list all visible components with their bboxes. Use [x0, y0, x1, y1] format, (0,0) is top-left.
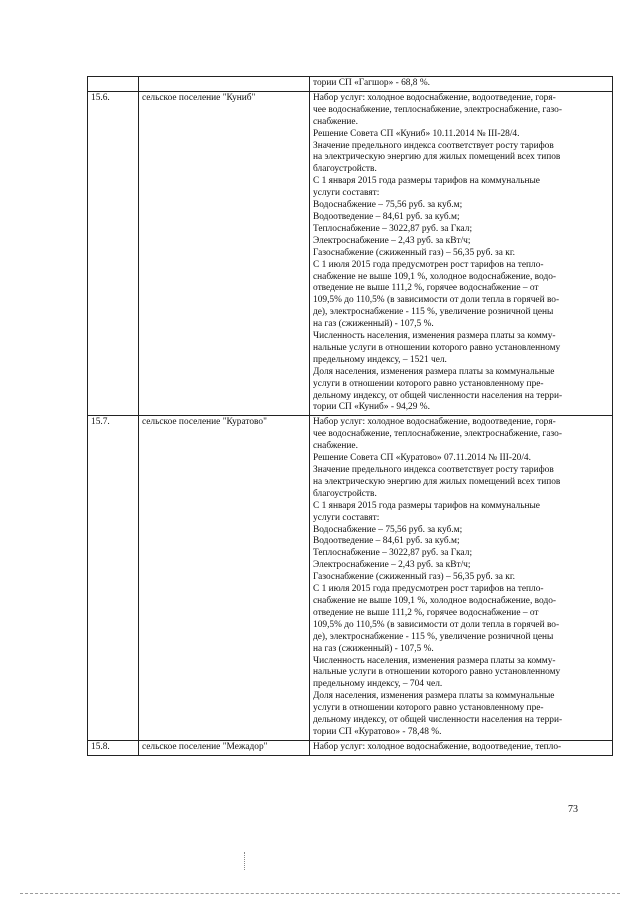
description-line: де), электроснабжение - 115 %, увеличение розничной цены — [313, 307, 554, 318]
table-row — [88, 740, 613, 755]
table-row — [88, 77, 613, 92]
description-line: тории СП «Гагшор» - 68,8 %. — [313, 78, 430, 88]
bottom-divider — [20, 893, 620, 894]
description-line: Значение предельного индекса соответствует росту тарифов — [313, 465, 554, 475]
tariff-description — [310, 77, 613, 92]
page-number: 73 — [568, 804, 578, 815]
description-line: на электрическую энергию для жилых помещений всех типов — [313, 476, 561, 487]
description-line: предельному индексу, – 704 чел. — [313, 679, 443, 690]
description-line: 109,5% до 110,5% (в зависимости от доли тепла в горячей во- — [313, 619, 560, 630]
description-line: чее водоснабжение, теплоснабжение, электроснабжение, газо- — [313, 429, 562, 440]
description-line: Газоснабжение (сжиженный газ) – 56,35 руб. за кг. — [313, 572, 515, 583]
tariff-table — [87, 76, 613, 756]
description-line: Водоотведение – 84,61 руб. за куб.м; — [313, 536, 460, 547]
tariff-description — [310, 740, 613, 755]
settlement-name — [139, 77, 310, 92]
description-line: де), электроснабжение - 115 %, увеличение розничной цены — [313, 631, 554, 642]
description-line: отведение не выше 111,2 %, горячее водоснабжение – от — [313, 607, 539, 618]
settlement-name: сельское поселение "Куратово" — [139, 416, 310, 740]
description-line: дельному индексу, от общей численности населения на терри- — [313, 390, 563, 401]
row-number: 15.8. — [88, 740, 139, 755]
description-line: снабжение. — [313, 116, 358, 127]
description-line: снабжение. — [313, 441, 358, 452]
description-line: С 1 июля 2015 года предусмотрен рост тарифов на тепло- — [313, 259, 544, 270]
row-number: 15.7. — [88, 416, 139, 740]
scan-artifact-line — [244, 852, 246, 870]
table-body — [88, 77, 613, 756]
description-line: Доля населения, изменения размера платы за коммунальные — [313, 691, 555, 702]
description-line: услуги в отношении которого равно установленному пре- — [313, 378, 544, 389]
table-row — [88, 91, 613, 415]
description-line: нальные услуги в отношении которого равно установленному — [313, 342, 561, 353]
description-line: услуги составят: — [313, 188, 380, 199]
description-line: снабжение не выше 109,1 %, холодное водоснабжение, водо- — [313, 271, 557, 282]
description-line: Численность населения, изменения размера платы за комму- — [313, 655, 556, 666]
description-line: предельному индексу, – 1521 чел. — [313, 354, 447, 365]
description-line: 109,5% до 110,5% (в зависимости от доли тепла в горячей во- — [313, 295, 560, 306]
description-line: чее водоснабжение, теплоснабжение, электроснабжение, газо- — [313, 104, 562, 115]
description-line: на газ (сжиженный) - 107,5 %. — [313, 643, 434, 654]
description-line: снабжение не выше 109,1 %, холодное водоснабжение, водо- — [313, 595, 557, 606]
row-number — [88, 77, 139, 92]
description-line: Электроснабжение – 2,43 руб. за кВт/ч; — [313, 235, 471, 246]
description-line: нальные услуги в отношении которого равно установленному — [313, 667, 561, 678]
description-line: Решение Совета СП «Куратово» 07.11.2014 № III-20/4. — [313, 453, 531, 464]
row-number: 15.6. — [88, 91, 139, 415]
description-line: Значение предельного индекса соответствует росту тарифов — [313, 140, 554, 151]
description-line: С 1 января 2015 года размеры тарифов на коммунальные — [313, 176, 540, 187]
description-line: на газ (сжиженный) - 107,5 %. — [313, 319, 434, 330]
description-line: отведение не выше 111,2 %, горячее водоснабжение – от — [313, 283, 539, 294]
description-line: благоустройств. — [313, 164, 377, 175]
description-line: услуги в отношении которого равно установленному пре- — [313, 703, 544, 714]
settlement-name: сельское поселение "Межадор" — [139, 740, 310, 755]
description-line: Набор услуг: холодное водоснабжение, водоотведение, тепло- — [313, 741, 562, 752]
description-line: С 1 июля 2015 года предусмотрен рост тарифов на тепло- — [313, 584, 544, 595]
description-line: Водоснабжение – 75,56 руб. за куб.м; — [313, 200, 463, 211]
description-line: тории СП «Куратово» - 78,48 %. — [313, 726, 442, 737]
description-line: Водоснабжение – 75,56 руб. за куб.м; — [313, 524, 463, 535]
tariff-description — [310, 416, 613, 740]
description-line: Решение Совета СП «Куниб» 10.11.2014 № III-28/4. — [313, 128, 520, 139]
settlement-name: сельское поселение "Куниб" — [139, 91, 310, 415]
description-line: на электрическую энергию для жилых помещений всех типов — [313, 152, 561, 163]
description-line: услуги составят: — [313, 512, 380, 523]
description-line: Набор услуг: холодное водоснабжение, водоотведение, горя- — [313, 92, 556, 103]
description-line: Водоотведение – 84,61 руб. за куб.м; — [313, 211, 460, 222]
description-line: Доля населения, изменения размера платы за коммунальные — [313, 366, 555, 377]
description-line: Электроснабжение – 2,43 руб. за кВт/ч; — [313, 560, 471, 571]
description-line: благоустройств. — [313, 488, 377, 499]
description-line: Газоснабжение (сжиженный газ) – 56,35 руб. за кг. — [313, 247, 515, 258]
description-line: Численность населения, изменения размера платы за комму- — [313, 331, 556, 342]
table-row — [88, 416, 613, 740]
description-line: дельному индексу, от общей численности населения на терри- — [313, 715, 563, 726]
description-line: Теплоснабжение – 3022,87 руб. за Гкал; — [313, 548, 473, 559]
description-line: С 1 января 2015 года размеры тарифов на коммунальные — [313, 500, 540, 511]
tariff-description — [310, 91, 613, 415]
description-line: тории СП «Куниб» - 94,29 %. — [313, 402, 430, 413]
description-line: Набор услуг: холодное водоснабжение, водоотведение, горя- — [313, 417, 556, 428]
description-line: Теплоснабжение – 3022,87 руб. за Гкал; — [313, 223, 473, 234]
